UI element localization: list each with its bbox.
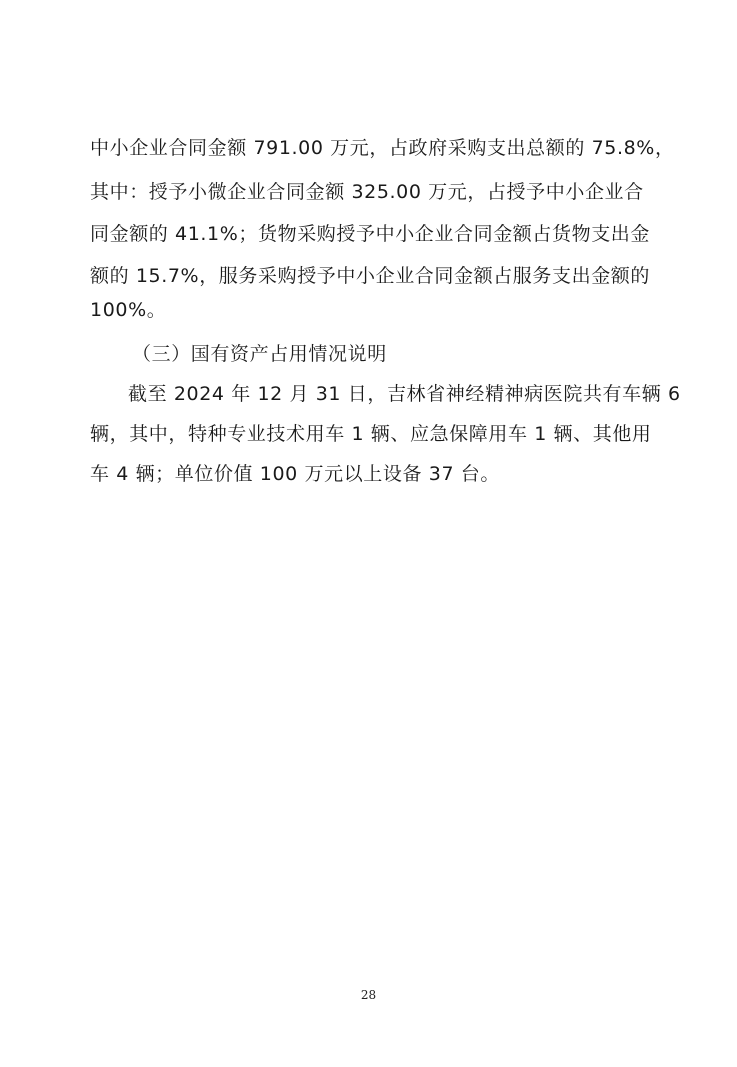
paragraph-line: 同金额的 41.1%；货物采购授予中小企业合同金额占货物支出金	[90, 223, 650, 245]
paragraph-line: 截至 2024 年 12 月 31 日，吉林省神经精神病医院共有车辆 6	[128, 383, 681, 405]
paragraph-line: 其中：授予小微企业合同金额 325.00 万元，占授予中小企业合	[90, 181, 644, 203]
paragraph-line: 100%。	[90, 299, 167, 321]
paragraph-line: 额的 15.7%，服务采购授予中小企业合同金额占服务支出金额的	[90, 265, 650, 287]
paragraph-line: 车 4 辆；单位价值 100 万元以上设备 37 台。	[90, 463, 500, 485]
page-number: 28	[360, 988, 377, 1002]
paragraph-line: 辆，其中，特种专业技术用车 1 辆、应急保障用车 1 辆、其他用	[90, 423, 652, 445]
paragraph-line: 中小企业合同金额 791.00 万元，占政府采购支出总额的 75.8%，	[90, 137, 675, 159]
section-heading: （三）国有资产占用情况说明	[132, 343, 387, 365]
